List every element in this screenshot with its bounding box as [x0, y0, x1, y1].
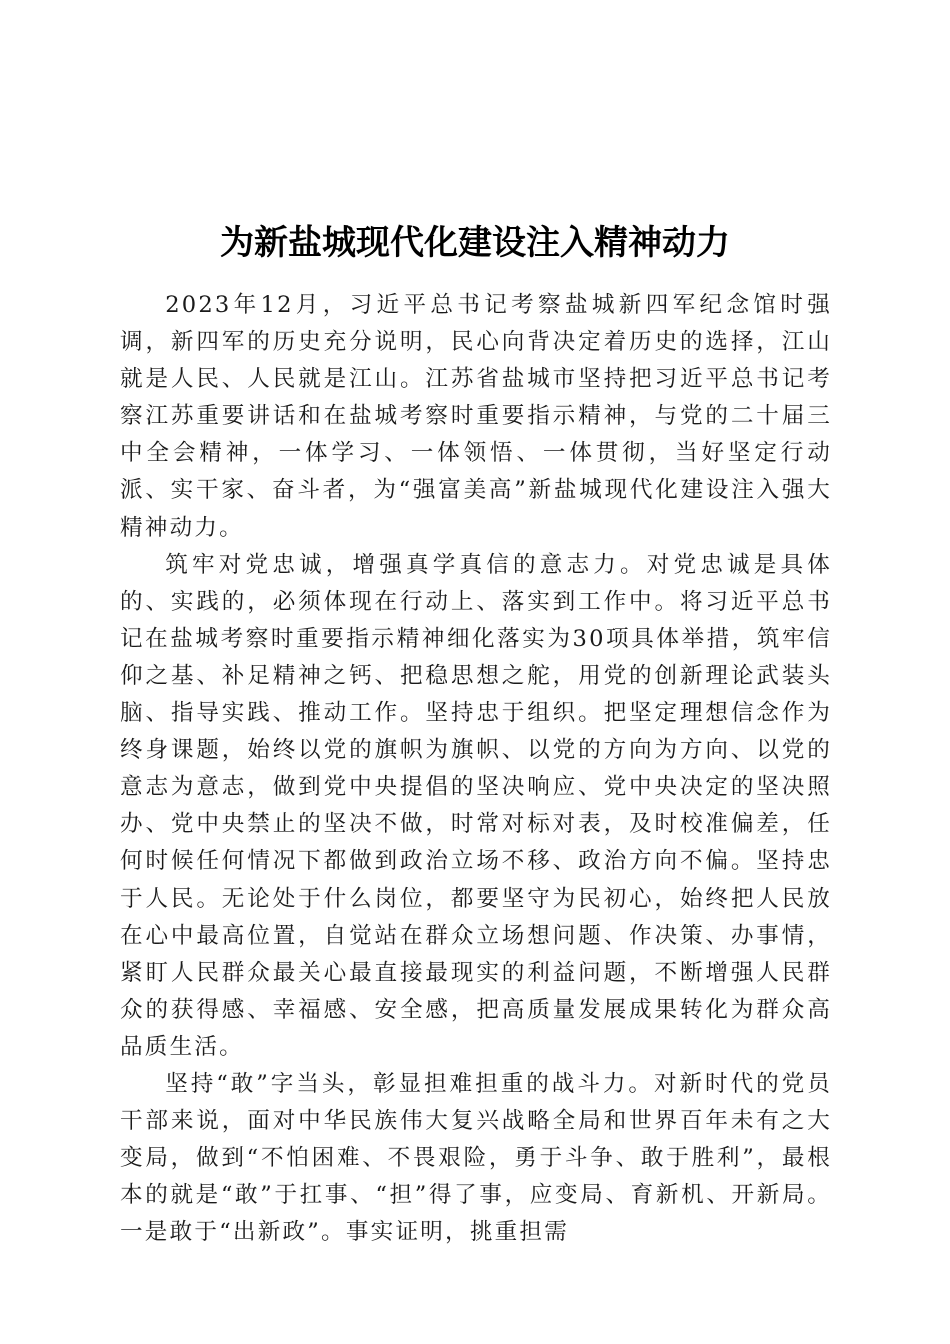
document-title: 为新盐城现代化建设注入精神动力 [220, 222, 730, 263]
paragraph-courage: 坚持“敢”字当头，彰显担难担重的战斗力。对新时代的党员干部来说，面对中华民族伟大复兴战略全局和世界百年未有之大变局，做到“不怕困难、不畏艰险，勇于斗争、敢于胜利”，最根本的就是“敢”于扛事、“担”得了事，应变局、育新机、开新局。一是敢于“出新政”。事实证明，挑重担需 [120, 1070, 832, 1246]
paragraph-intro: 2023年12月，习近平总书记考察盐城新四军纪念馆时强调，新四军的历史充分说明，民心向背决定着历史的选择，江山就是人民、人民就是江山。江苏省盐城市坚持把习近平总书记考察江苏重要讲话和在盐城考察时重要指示精神，与党的二十届三中全会精神，一体学习、一体领悟、一体贯彻，当好坚定行动派、实干家、奋斗者，为“强富美高”新盐城现代化建设注入强大精神动力。 [120, 292, 832, 541]
document-body [120, 287, 832, 1251]
paragraph-loyalty: 筑牢对党忠诚，增强真学真信的意志力。对党忠诚是具体的、实践的，必须体现在行动上、落实到工作中。将习近平总书记在盐城考察时重要指示精神细化落实为30项具体举措，筑牢信仰之基、补足精神之钙、把稳思想之舵，用党的创新理论武装头脑、指导实践、推动工作。坚持忠于组织。把坚定理想信念作为终身课题，始终以党的旗帜为旗帜、以党的方向为方向、以党的意志为意志，做到党中央提倡的坚决响应、党中央决定的坚决照办、党中央禁止的坚决不做，时常对标对表，及时校准偏差，任何时候任何情况下都做到政治立场不移、政治方向不偏。坚持忠于人民。无论处于什么岗位，都要坚守为民初心，始终把人民放在心中最高位置，自觉站在群众立场想问题、作决策、办事情，紧盯人民群众最关心最直接最现实的利益问题，不断增强人民群众的获得感、幸福感、安全感，把高质量发展成果转化为群众高品质生活。 [120, 551, 832, 1060]
